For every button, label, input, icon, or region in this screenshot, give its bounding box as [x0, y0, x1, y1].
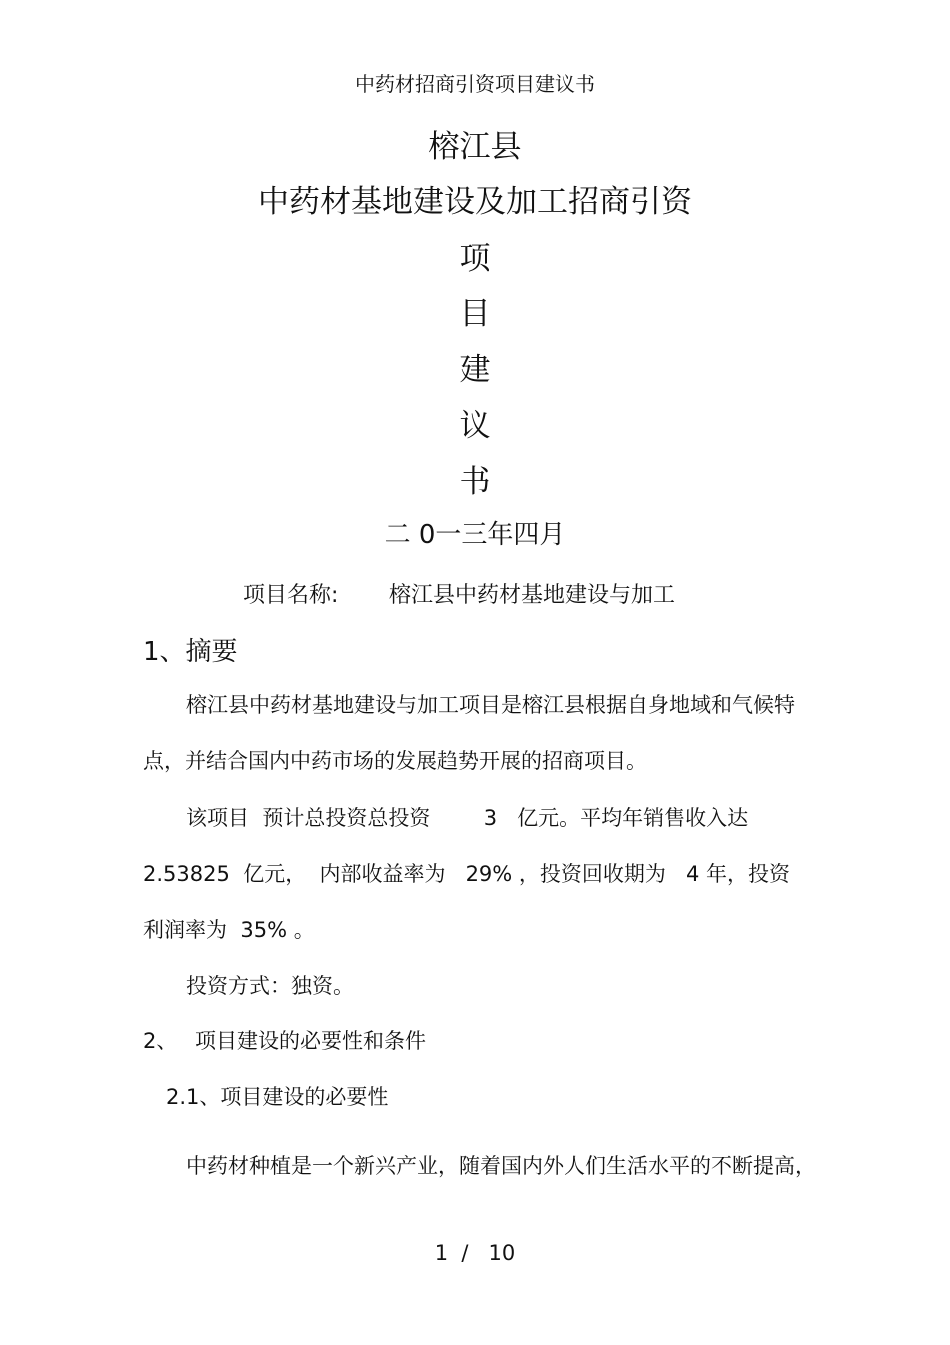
- subsection-heading: 2.1、项目建设的必要性: [166, 1085, 389, 1109]
- paragraph-line: 榕江县中药材基地建设与加工项目是榕江县根据自身地域和气候特: [186, 693, 795, 717]
- paragraph-line: 利润率为 35% 。: [143, 918, 315, 942]
- title-vertical-char: 项: [459, 241, 491, 277]
- paragraph-line: 中药材种植是一个新兴产业，随着国内外人们生活水平的不断提高，: [186, 1154, 816, 1178]
- section-number: 2、: [143, 1029, 178, 1053]
- section-heading-summary: 1、摘要: [143, 637, 238, 667]
- paragraph-line: 点，并结合国内中药市场的发展趋势开展的招商项目。: [143, 749, 647, 773]
- paragraph-line: 该项目 预计总投资总投资 3 亿元。平均年销售收入达: [186, 806, 749, 830]
- title-date: 二 0一三年四月: [384, 520, 566, 550]
- paragraph-line: 投资方式：独资。: [186, 974, 354, 998]
- project-name-label: 项目名称:: [243, 583, 339, 608]
- paragraph-line: 2.53825 亿元， 内部收益率为 29% ，投资回收期为 4 年，投资: [143, 862, 790, 886]
- running-header: 中药材招商引资项目建议书: [355, 72, 595, 96]
- title-vertical-char: 议: [459, 408, 491, 444]
- title-main: 中药材基地建设及加工招商引资: [258, 184, 692, 220]
- page-indicator: 1 / 10: [434, 1241, 516, 1265]
- section-title: 项目建设的必要性和条件: [195, 1029, 426, 1053]
- title-county: 榕江县: [428, 129, 522, 165]
- title-vertical-char: 建: [459, 352, 491, 388]
- section-heading-necessity: [143, 1026, 426, 1056]
- title-vertical-char: 书: [459, 464, 491, 500]
- project-name-value: 榕江县中药材基地建设与加工: [389, 583, 676, 608]
- title-vertical-char: 目: [459, 296, 491, 332]
